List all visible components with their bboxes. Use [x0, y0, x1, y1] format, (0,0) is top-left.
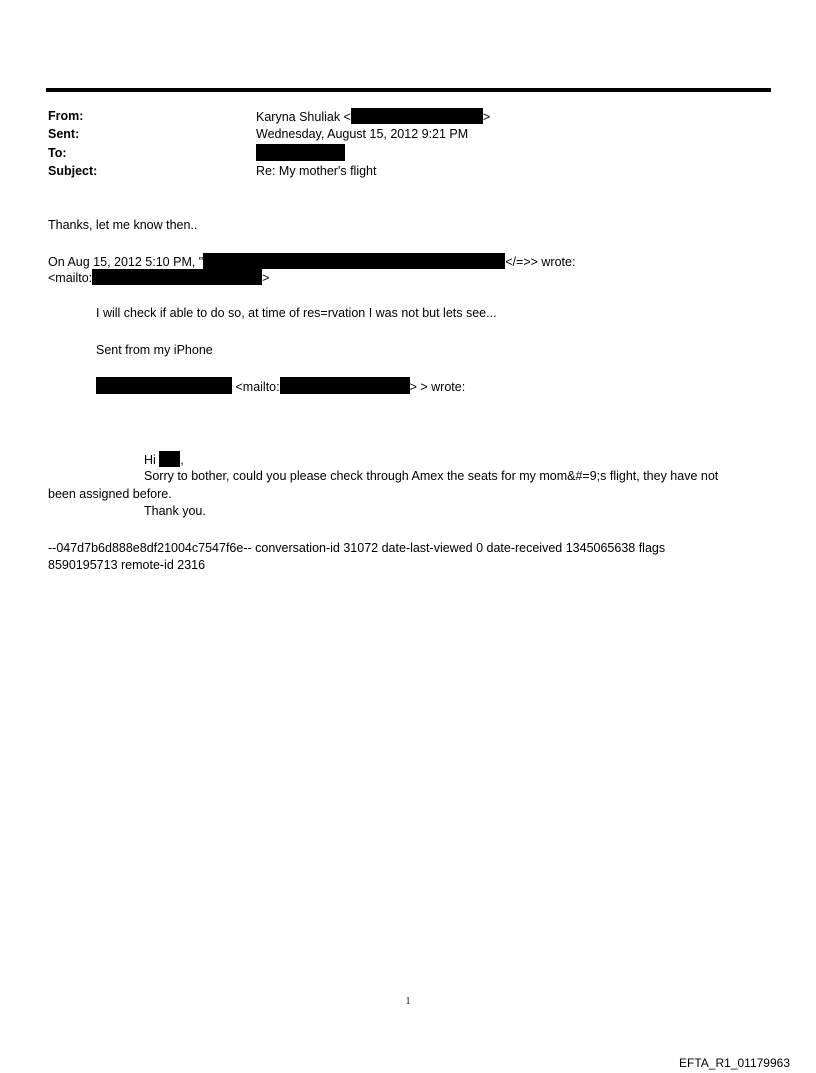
nested-quote-intro: [96, 377, 465, 395]
page-number: 1: [405, 996, 411, 1007]
subject-label: Subject:: [48, 164, 98, 178]
quote-mailto: [48, 269, 269, 286]
redaction-box: [92, 269, 262, 285]
from-value: [256, 108, 490, 125]
body-line-thanks: Thanks, let me know then..: [48, 218, 198, 232]
from-bracket: >: [482, 110, 491, 124]
quote-intro-text: On Aug 15, 2012 5:10 PM, ": [48, 255, 204, 269]
nested-wrote-text: > > wrote:: [409, 380, 466, 394]
sent-value: Wednesday, August 15, 2012 9:21 PM: [256, 127, 469, 141]
quote-intro: [48, 253, 575, 270]
redaction-box: [159, 451, 180, 467]
quoted-line-iphone: Sent from my iPhone: [96, 343, 213, 357]
mailto-bracket: >: [262, 271, 270, 285]
subject-value: Re: My mother's flight: [256, 164, 377, 178]
meta-line-1: --047d7b6d888e8df21004c7547f6e-- conversation-id 31072 date-last-viewed 0 date-received 1345065638 flags: [48, 541, 666, 555]
from-name: Karyna Shuliak <: [256, 110, 351, 124]
request-line-2: been assigned before.: [48, 487, 172, 501]
to-label: To:: [48, 146, 67, 160]
greeting-comma: ,: [180, 453, 184, 467]
redaction-box: [351, 108, 483, 124]
redaction-box: [96, 377, 232, 394]
document-id: EFTA_R1_01179963: [679, 1056, 790, 1070]
greeting-hi: Hi: [144, 453, 156, 467]
to-value: [256, 144, 345, 165]
nested-mailto-text: <mailto:: [235, 380, 280, 394]
header-rule: [46, 88, 771, 92]
request-line-1: Sorry to bother, could you please check through Amex the seats for my mom&#=9;s flight, they have not: [144, 469, 719, 483]
thank-you-line: Thank you.: [144, 504, 206, 518]
quoted-line-check: I will check if able to do so, at time of res=rvation I was not but lets see...: [96, 306, 497, 320]
mailto-text: <mailto:: [48, 271, 93, 285]
sent-label: Sent:: [48, 127, 80, 141]
greeting-line: [144, 451, 184, 468]
redaction-box: [280, 377, 410, 394]
from-label: From:: [48, 109, 84, 123]
quote-intro-wrote: </=>> wrote:: [505, 255, 576, 269]
meta-line-2: 8590195713 remote-id 2316: [48, 558, 206, 572]
redaction-box: [203, 253, 505, 269]
redaction-box: [256, 144, 345, 161]
